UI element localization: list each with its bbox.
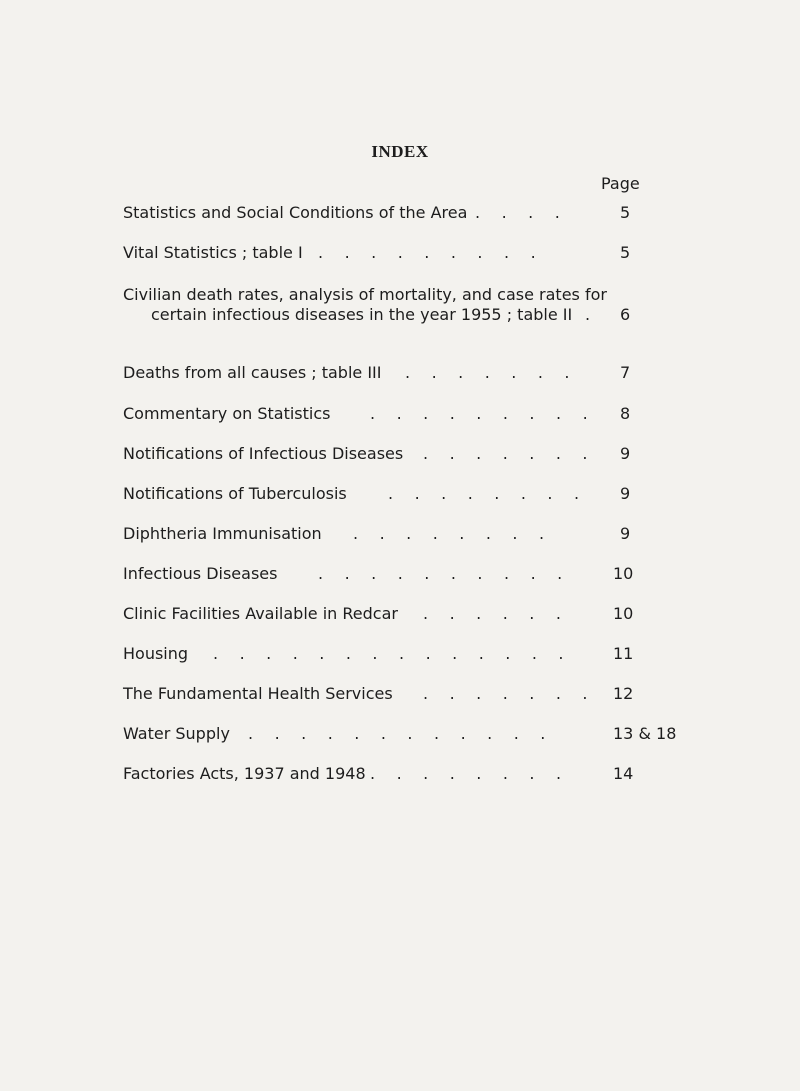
- entry-page: 14: [613, 764, 634, 783]
- entry-page: 13 & 18: [613, 724, 677, 743]
- leader-dots: . . . . . . . . . . . .: [248, 724, 554, 743]
- entry-label: Infectious Diseases: [123, 564, 278, 583]
- entry-page: 6: [620, 305, 631, 324]
- leader-dots: . . . . . . . . . .: [318, 564, 571, 583]
- index-entry: [123, 444, 631, 464]
- leader-dots: . . . . . . . . .: [318, 243, 544, 262]
- leader-dots: . . . . . . . .: [353, 524, 553, 543]
- index-entry: [123, 285, 631, 325]
- page-column-header: Page: [601, 174, 640, 193]
- entry-page: 5: [620, 203, 631, 222]
- entry-label: Water Supply: [123, 724, 230, 743]
- index-entry: [123, 363, 631, 383]
- entry-page: 9: [620, 484, 631, 503]
- entry-label: Housing: [123, 644, 189, 663]
- entry-label: The Fundamental Health Services: [123, 684, 393, 703]
- entry-label: Notifications of Infectious Diseases: [123, 444, 404, 463]
- entry-label: Clinic Facilities Available in Redcar: [123, 604, 398, 623]
- index-entry: [123, 203, 631, 223]
- index-entry: [123, 564, 634, 584]
- entry-page: 10: [613, 604, 634, 623]
- entry-page: 10: [613, 564, 634, 583]
- entry-label: Vital Statistics ; table I: [123, 243, 303, 262]
- entry-label: Deaths from all causes ; table III: [123, 363, 382, 382]
- entry-label: Civilian death rates, analysis of mortality, and case rates for: [123, 285, 607, 304]
- entry-page: 12: [613, 684, 634, 703]
- index-entry: [123, 524, 631, 544]
- leader-dots: .: [585, 305, 599, 324]
- leader-dots: . . . .: [475, 203, 569, 222]
- entry-page: 9: [620, 524, 631, 543]
- entry-page: 8: [620, 404, 631, 423]
- index-entry: [123, 484, 631, 504]
- entry-label-continued: certain infectious diseases in the year 1955 ; table II: [151, 305, 573, 324]
- index-entry: [123, 724, 677, 744]
- leader-dots: . . . . . . . . .: [370, 404, 596, 423]
- leader-dots: . . . . . .: [423, 604, 570, 623]
- leader-dots: . . . . . . . . . . . . . .: [213, 644, 572, 663]
- entry-label: Commentary on Statistics: [123, 404, 331, 423]
- entry-page: 11: [613, 644, 634, 663]
- index-entry: [123, 764, 634, 784]
- entry-label: Notifications of Tuberculosis: [123, 484, 347, 503]
- index-entry: [123, 604, 634, 624]
- index-title: INDEX: [371, 142, 429, 161]
- entry-label: Diphtheria Immunisation: [123, 524, 322, 543]
- entry-page: 5: [620, 243, 631, 262]
- entry-label: Statistics and Social Conditions of the Area: [123, 203, 468, 222]
- leader-dots: . . . . . . .: [405, 363, 578, 382]
- leader-dots: . . . . . . . .: [370, 764, 570, 783]
- entry-label: Factories Acts, 1937 and 1948: [123, 764, 366, 783]
- index-entry: [123, 684, 634, 704]
- entry-page: 9: [620, 444, 631, 463]
- leader-dots: . . . . . . . .: [388, 484, 588, 503]
- index-entry: [123, 243, 631, 263]
- entry-page: 7: [620, 363, 631, 382]
- leader-dots: . . . . . . .: [423, 684, 596, 703]
- index-entry: [123, 404, 631, 424]
- index-entry: [123, 644, 634, 664]
- leader-dots: . . . . . . .: [423, 444, 596, 463]
